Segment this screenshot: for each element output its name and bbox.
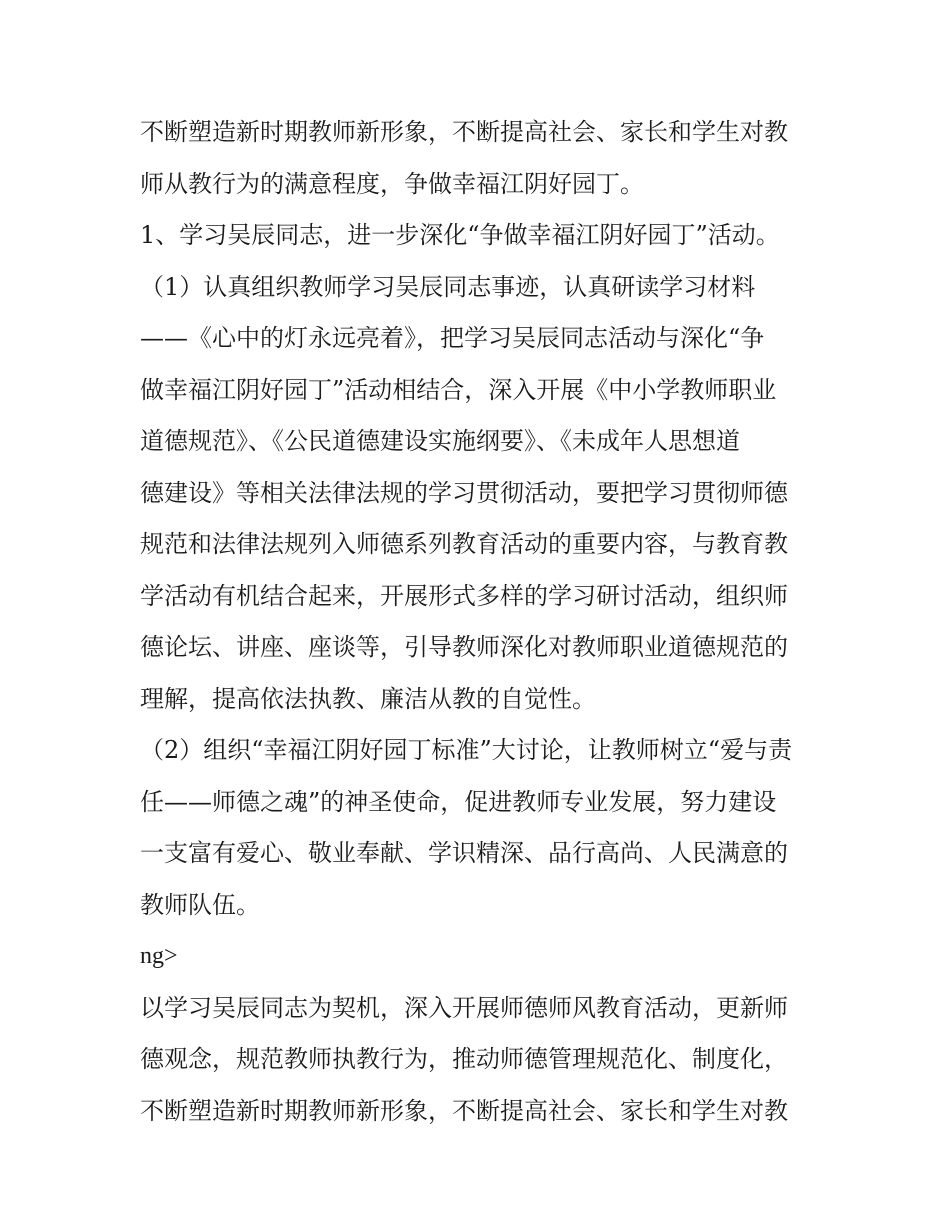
text-line: （1）认真组织教师学习吴辰同志事迹，认真研读学习材料 <box>140 272 756 301</box>
text-line: 德观念，规范教师执教行为，推动师德管理规范化、制度化， <box>140 1045 788 1073</box>
text-line: ——《心中的灯永远亮着》，把学习吴辰同志活动与深化“争 <box>140 324 765 352</box>
text-line: 理解，提高依法执教、廉洁从教的自觉性。 <box>140 684 596 713</box>
text-line: 任——师德之魂”的神圣使命，促进教师专业发展，努力建设 <box>140 787 777 816</box>
text-line: 做幸福江阴好园丁”活动相结合，深入开展《中小学教师职业 <box>140 375 777 404</box>
section-heading: 1、学习吴辰同志，进一步深化“争做幸福江阴好园丁”活动。 <box>140 221 780 249</box>
document-body <box>140 107 820 1137</box>
text-line: 不断塑造新时期教师新形象，不断提高社会、家长和学生对教 <box>140 1096 788 1125</box>
text-line: 规范和法律法规列入师德系列教育活动的重要内容，与教育教 <box>140 530 788 558</box>
text-line: 德论坛、讲座、座谈等，引导教师深化对教师职业道德规范的 <box>140 633 788 661</box>
text-line: 师从教行为的满意程度，争做幸福江阴好园丁。 <box>140 169 644 198</box>
text-line: 道德规范》、《公民道德建设实施纲要》、《未成年人思想道 <box>140 427 740 455</box>
text-line: 德建设》等相关法律法规的学习贯彻活动，要把学习贯彻师德 <box>140 478 788 507</box>
text-line: 教师队伍。 <box>140 890 260 919</box>
text-line: （2）组织“幸福江阴好园丁标准”大讨论，让教师树立“爱与责 <box>140 736 793 764</box>
text-line: 不断塑造新时期教师新形象，不断提高社会、家长和学生对教 <box>140 118 788 146</box>
stray-text-fragment: ng> <box>140 943 178 969</box>
text-line: 学活动有机结合起来，开展形式多样的学习研讨活动，组织师 <box>140 581 788 610</box>
text-line: 以学习吴辰同志为契机，深入开展师德师风教育活动，更新师 <box>140 993 788 1022</box>
text-line: 一支富有爱心、敬业奉献、学识精深、品行高尚、人民满意的 <box>140 839 788 867</box>
